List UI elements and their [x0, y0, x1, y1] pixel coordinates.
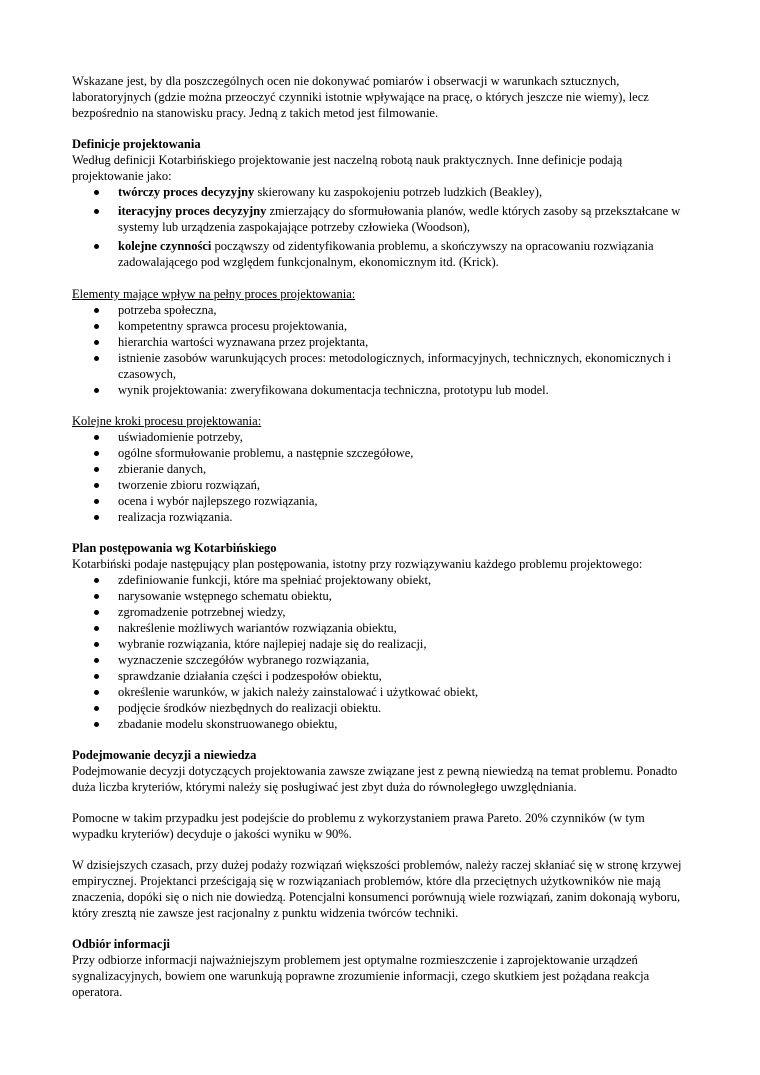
list-item: ocena i wybór najlepszego rozwiązania, — [72, 493, 688, 509]
niewiedza-paragraph-3: W dzisiejszych czasach, przy dużej podaży rozwiązań większości problemów, należy raczej skłaniać się w stronę krzywej empirycznej. Projektanci prześcigają się w rozwiązaniach problemów, które dla przeciętnych użytkowników nie mają znaczenia, dopóki się o nich nie dowiedzą. Potencjalni konsumenci porównują wiele rozwiązań, zanim dokonają wyboru, który zresztą nie zawsze jest racjonalny z punktu widzenia twórców techniki. — [72, 858, 682, 920]
list-item: narysowanie wstępnego schematu obiektu, — [72, 588, 688, 604]
list-item: zbieranie danych, — [72, 461, 688, 477]
definicje-list — [72, 184, 688, 270]
list-item: wybranie rozwiązania, które najlepiej nadaje się do realizacji, — [72, 636, 688, 652]
term-description: począwszy od zidentyfikowania problemu, a skończywszy na opracowaniu rozwiązania zadowalającego pod względem funkcjonalnym, ekonomicznym itd. (Krick). — [118, 239, 654, 269]
list-item: podjęcie środków niezbędnych do realizacji obiektu. — [72, 700, 688, 716]
kroki-list — [72, 429, 688, 525]
plan-heading: Plan postępowania wg Kotarbińskiego — [72, 541, 277, 555]
elementy-list — [72, 302, 688, 398]
plan-list — [72, 572, 688, 732]
term: twórczy proces decyzyjny — [118, 185, 255, 199]
list-item: sprawdzanie działania części i podzespołów obiektu, — [72, 668, 688, 684]
list-item: określenie warunków, w jakich należy zainstalować i użytkować obiekt, — [72, 684, 688, 700]
niewiedza-paragraph-2: Pomocne w takim przypadku jest podejście do problemu z wykorzystaniem prawa Pareto. 20% czynników (w tym wypadku kryteriów) decyduje o jakości wyniku w 90%. — [72, 811, 645, 841]
list-item: zgromadzenie potrzebnej wiedzy, — [72, 604, 688, 620]
term: iteracyjny proces decyzyjny — [118, 204, 267, 218]
list-item: tworzenie zbioru rozwiązań, — [72, 477, 688, 493]
term-description: zmierzający do sformułowania planów, wedle których zasoby są przekształcane w systemy lub urządzenia zaspokajające potrzeby człowieka (Woodson), — [118, 204, 681, 234]
list-item: kompetentny sprawca procesu projektowania, — [72, 318, 688, 334]
list-item: potrzeba społeczna, — [72, 302, 688, 318]
term: kolejne czynności — [118, 239, 212, 253]
list-item: zbadanie modelu skonstruowanego obiektu, — [72, 716, 688, 732]
definicje-text: Według definicji Kotarbińskiego projektowanie jest naczelną robotą nauk praktycznych. Inne definicje podają projektowanie jako: — [72, 153, 623, 183]
list-item: zdefiniowanie funkcji, które ma spełniać projektowany obiekt, — [72, 572, 688, 588]
odbior-heading: Odbiór informacji — [72, 937, 171, 951]
definicje-heading: Definicje projektowania — [72, 137, 201, 151]
odbior-text: Przy odbiorze informacji najważniejszym problemem jest optymalne rozmieszczenie i zaprojektowanie urządzeń sygnalizacyjnych, bowiem one warunkują poprawne zrozumienie informacji, czego skutkiem jest pożądana reakcja operatora. — [72, 953, 650, 999]
term-description: skierowany ku zaspokojeniu potrzeb ludzkich (Beakley), — [254, 185, 543, 199]
niewiedza-paragraph-1: Podejmowanie decyzji dotyczących projektowania zawsze związane jest z pewną niewiedzą na temat problemu. Ponadto duża liczba kryteriów, którymi należy się posługiwać jest zbyt duża do równoległego uwzględniania. — [72, 764, 678, 794]
intro-paragraph: Wskazane jest, by dla poszczególnych ocen nie dokonywać pomiarów i obserwacji w warunkach sztucznych, laboratoryjnych (gdzie można przeoczyć czynniki istotnie wpływające na pracę, o których jeszcze nie wiemy), lecz bezpośrednio na stanowisku pracy. Jedną z takich metod jest filmowanie. — [72, 74, 649, 120]
kroki-heading: Kolejne kroki procesu projektowania: — [72, 414, 262, 428]
plan-text: Kotarbiński podaje następujący plan postępowania, istotny przy rozwiązywaniu każdego problemu projektowego: — [72, 557, 643, 571]
list-item: ogólne sformułowanie problemu, a następnie szczegółowe, — [72, 445, 688, 461]
niewiedza-heading: Podejmowanie decyzji a niewiedza — [72, 748, 257, 762]
list-item: realizacja rozwiązania. — [72, 509, 688, 525]
list-item: istnienie zasobów warunkujących proces: metodologicznych, informacyjnych, technicznych, ekonomicznych i czasowych, — [72, 350, 688, 382]
list-item: hierarchia wartości wyznawana przez projektanta, — [72, 334, 688, 350]
list-item — [72, 238, 688, 270]
list-item: nakreślenie możliwych wariantów rozwiązania obiektu, — [72, 620, 688, 636]
list-item: uświadomienie potrzeby, — [72, 429, 688, 445]
list-item — [72, 184, 688, 200]
list-item: wynik projektowania: zweryfikowana dokumentacja techniczna, prototypu lub model. — [72, 382, 688, 398]
list-item: wyznaczenie szczegółów wybranego rozwiązania, — [72, 652, 688, 668]
elementy-heading: Elementy mające wpływ na pełny proces projektowania: — [72, 287, 356, 301]
list-item — [72, 203, 688, 235]
